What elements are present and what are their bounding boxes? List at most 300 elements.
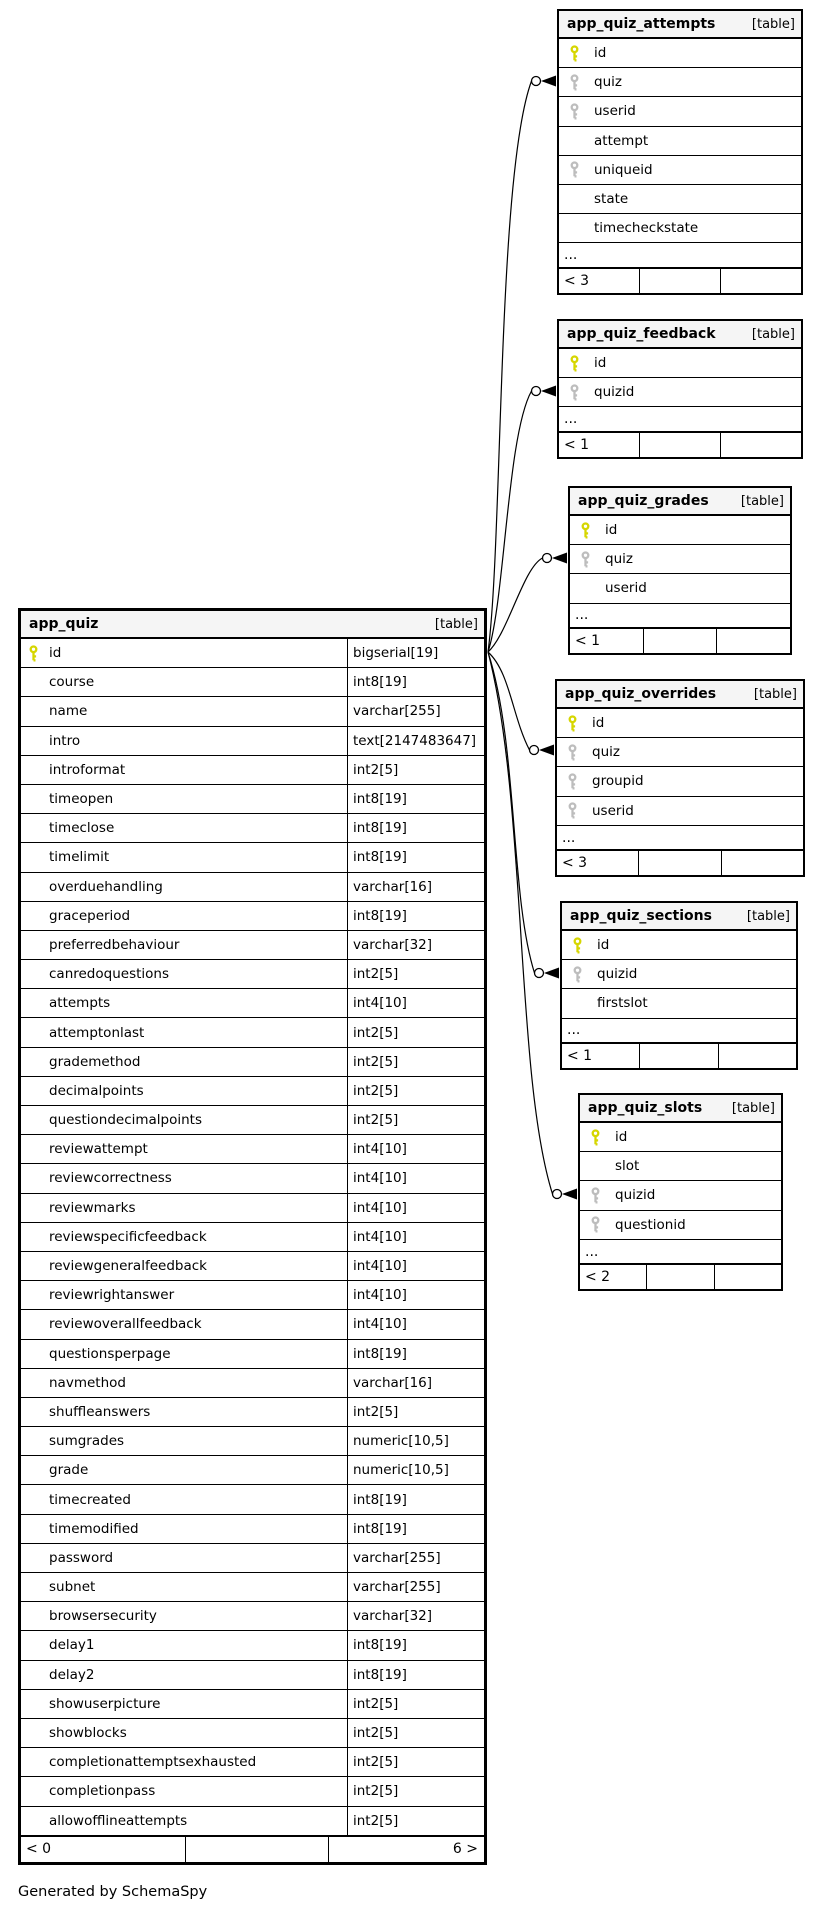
foreign-key-icon	[566, 744, 579, 761]
no-key-spacer	[27, 966, 40, 983]
column-type: int4[10]	[347, 1135, 484, 1163]
column-row-delay2	[21, 1661, 484, 1690]
column-type: int8[19]	[347, 814, 484, 842]
column-row-browsersecurity	[21, 1602, 484, 1631]
column-row-reviewoverallfeedback	[21, 1310, 484, 1339]
column-type: varchar[16]	[347, 873, 484, 901]
column-row-password	[21, 1544, 484, 1573]
table-header[interactable]	[559, 11, 801, 39]
column-type: int8[19]	[347, 668, 484, 696]
footer-cell	[721, 851, 803, 875]
column-type: int2[5]	[347, 756, 484, 784]
no-key-spacer	[579, 580, 592, 597]
column-name: id	[615, 1129, 628, 1146]
no-key-spacer	[27, 995, 40, 1012]
column-name: userid	[605, 580, 647, 597]
column-name: id	[605, 522, 618, 539]
column-name: completionattemptsexhausted	[49, 1754, 257, 1771]
column-name: id	[49, 645, 62, 662]
column-type: int2[5]	[347, 960, 484, 988]
column-row-timeopen	[21, 785, 484, 814]
table-name[interactable]: app_quiz_grades	[578, 493, 709, 509]
no-key-spacer	[27, 1608, 40, 1625]
column-row-decimalpoints	[21, 1077, 484, 1106]
primary-key-icon	[27, 645, 40, 662]
no-key-spacer	[27, 936, 40, 953]
column-name: timeopen	[49, 791, 114, 808]
column-type: varchar[32]	[347, 1602, 484, 1630]
column-row-id	[580, 1123, 781, 1152]
no-key-spacer	[27, 1579, 40, 1596]
column-type: int8[19]	[347, 843, 484, 871]
column-row-completionattemptsexhausted	[21, 1748, 484, 1777]
foreign-key-icon	[568, 74, 581, 91]
column-row-groupid	[557, 767, 803, 796]
column-type: varchar[255]	[347, 1544, 484, 1572]
column-row-slot	[580, 1152, 781, 1181]
column-name: quizid	[615, 1187, 656, 1204]
column-type: text[2147483647]	[347, 727, 484, 755]
column-name: reviewattempt	[49, 1141, 148, 1158]
column-type: int8[19]	[347, 1661, 484, 1689]
no-key-spacer	[27, 1345, 40, 1362]
column-type: int4[10]	[347, 1194, 484, 1222]
column-type: int4[10]	[347, 1310, 484, 1338]
column-name: attempt	[594, 132, 649, 149]
no-key-spacer	[27, 1462, 40, 1479]
no-key-spacer	[589, 1158, 602, 1175]
foreign-key-icon	[589, 1187, 602, 1204]
column-row-subnet	[21, 1573, 484, 1602]
column-row-grademethod	[21, 1048, 484, 1077]
column-type: numeric[10,5]	[347, 1456, 484, 1484]
no-key-spacer	[27, 1812, 40, 1829]
column-type: int2[5]	[347, 1018, 484, 1046]
primary-key-icon	[568, 45, 581, 62]
column-row-graceperiod	[21, 902, 484, 931]
column-name: reviewrightanswer	[49, 1287, 175, 1304]
no-key-spacer	[27, 1141, 40, 1158]
footer-cell	[718, 1044, 796, 1068]
column-row-state	[559, 185, 801, 214]
column-name: reviewcorrectness	[49, 1170, 172, 1187]
column-name: name	[49, 703, 88, 720]
column-name: timecheckstate	[594, 220, 699, 237]
column-row-uniqueid	[559, 156, 801, 185]
entity-app_quiz	[18, 608, 487, 1865]
column-type: int4[10]	[347, 1164, 484, 1192]
column-row-attempt	[559, 127, 801, 156]
no-key-spacer	[27, 1228, 40, 1245]
column-name: slot	[615, 1158, 640, 1175]
no-key-spacer	[568, 220, 581, 237]
column-name: reviewmarks	[49, 1199, 136, 1216]
no-key-spacer	[27, 1403, 40, 1420]
foreign-key-icon	[589, 1216, 602, 1233]
no-key-spacer	[27, 1491, 40, 1508]
column-row-timecreated	[21, 1485, 484, 1514]
column-type: int8[19]	[347, 902, 484, 930]
zero-or-many-circle	[543, 554, 552, 563]
column-row-introformat	[21, 756, 484, 785]
primary-key-icon	[579, 522, 592, 539]
no-key-spacer	[27, 907, 40, 924]
column-type: int8[19]	[347, 785, 484, 813]
column-row-questionsperpage	[21, 1340, 484, 1369]
fk-arrowhead	[562, 1189, 577, 1200]
column-name: firstslot	[597, 995, 648, 1012]
no-key-spacer	[27, 1082, 40, 1099]
no-key-spacer	[27, 1754, 40, 1771]
table-header[interactable]	[21, 611, 484, 639]
column-row-id	[557, 709, 803, 738]
column-type: int2[5]	[347, 1398, 484, 1426]
column-name: timeclose	[49, 820, 115, 837]
column-row-id	[559, 39, 801, 68]
column-row-id	[570, 516, 790, 545]
column-name: id	[597, 937, 610, 954]
column-name: reviewspecificfeedback	[49, 1228, 207, 1245]
table-footer	[21, 1836, 484, 1862]
foreign-key-icon	[568, 103, 581, 120]
column-row-grade	[21, 1456, 484, 1485]
no-key-spacer	[27, 1374, 40, 1391]
table-header[interactable]	[557, 681, 803, 709]
column-name: password	[49, 1549, 114, 1566]
column-row-id	[562, 931, 796, 960]
column-type: int2[5]	[347, 1719, 484, 1747]
footer-children-count: < 3	[562, 855, 588, 872]
footer-cell	[720, 433, 801, 457]
no-key-spacer	[27, 1695, 40, 1712]
column-row-name	[21, 697, 484, 726]
column-name: attemptonlast	[49, 1024, 145, 1041]
column-row-course	[21, 668, 484, 697]
column-name: sumgrades	[49, 1433, 125, 1450]
footer-children-count: < 1	[575, 632, 601, 649]
column-type: int2[5]	[347, 1077, 484, 1105]
table-name[interactable]: app_quiz	[29, 616, 99, 632]
footer-cell	[643, 629, 717, 653]
no-key-spacer	[27, 1666, 40, 1683]
column-row-reviewgeneralfeedback	[21, 1252, 484, 1281]
footer-parents-count: 6 >	[452, 1841, 478, 1858]
column-type: varchar[32]	[347, 931, 484, 959]
column-row-overduehandling	[21, 873, 484, 902]
column-row-reviewcorrectness	[21, 1164, 484, 1193]
column-name: showuserpicture	[49, 1695, 161, 1712]
column-name: reviewgeneralfeedback	[49, 1258, 207, 1275]
no-key-spacer	[27, 1199, 40, 1216]
foreign-key-icon	[568, 161, 581, 178]
fk-arrowhead	[544, 968, 559, 979]
column-name: id	[592, 715, 605, 732]
column-row-attempts	[21, 989, 484, 1018]
column-row-id	[21, 639, 484, 668]
column-name: overduehandling	[49, 878, 163, 895]
table-footer	[562, 1043, 796, 1068]
column-type: varchar[16]	[347, 1369, 484, 1397]
column-row-quiz	[559, 68, 801, 97]
column-name: graceperiod	[49, 907, 131, 924]
column-name: navmethod	[49, 1374, 126, 1391]
column-name: intro	[49, 732, 81, 749]
column-name: completionpass	[49, 1783, 156, 1800]
column-row-timemodified	[21, 1515, 484, 1544]
column-row-userid	[557, 797, 803, 826]
column-name: preferredbehaviour	[49, 936, 180, 953]
column-name: timecreated	[49, 1491, 131, 1508]
column-type: int8[19]	[347, 1515, 484, 1543]
column-type: int8[19]	[347, 1340, 484, 1368]
no-key-spacer	[27, 1053, 40, 1070]
column-row-timeclose	[21, 814, 484, 843]
no-key-spacer	[27, 791, 40, 808]
column-row-userid	[559, 97, 801, 126]
no-key-spacer	[27, 1637, 40, 1654]
edge-line	[488, 391, 532, 652]
table-footer	[559, 432, 801, 457]
table-tag: [table]	[740, 493, 784, 509]
foreign-key-icon	[568, 384, 581, 401]
more-columns-ellipsis: ...	[562, 1019, 796, 1044]
foreign-key-icon	[566, 802, 579, 819]
more-columns-ellipsis: ...	[570, 604, 790, 629]
fk-arrowhead	[541, 386, 556, 397]
column-name: groupid	[592, 773, 644, 790]
column-row-quizid	[562, 960, 796, 989]
zero-or-many-circle	[532, 387, 541, 396]
column-type: int8[19]	[347, 1485, 484, 1513]
no-key-spacer	[27, 1287, 40, 1304]
table-tag: [table]	[746, 908, 790, 924]
no-key-spacer	[27, 761, 40, 778]
more-columns-ellipsis: ...	[557, 826, 803, 851]
footer-cell	[639, 269, 720, 293]
column-name: questiondecimalpoints	[49, 1112, 203, 1129]
footer-cell	[580, 1265, 646, 1289]
no-key-spacer	[27, 1258, 40, 1275]
column-row-shuffleanswers	[21, 1398, 484, 1427]
footer-cell	[716, 629, 790, 653]
footer-cell	[559, 269, 639, 293]
footer-cell	[559, 433, 639, 457]
no-key-spacer	[27, 1316, 40, 1333]
table-footer	[559, 268, 801, 293]
relationship-app_quiz.id-to-app_quiz_feedback.quizid	[488, 386, 556, 653]
footer-children-count: < 3	[564, 272, 590, 289]
column-type: int4[10]	[347, 989, 484, 1017]
column-name: id	[594, 355, 607, 372]
entity-app_quiz_overrides	[555, 679, 805, 877]
column-row-completionpass	[21, 1777, 484, 1806]
table-name[interactable]: app_quiz_attempts	[567, 16, 716, 32]
edge-line	[488, 558, 543, 652]
column-row-showblocks	[21, 1719, 484, 1748]
no-key-spacer	[568, 191, 581, 208]
table-name[interactable]: app_quiz_overrides	[565, 686, 717, 702]
column-name: id	[594, 45, 607, 62]
table-tag: [table]	[434, 616, 478, 632]
no-key-spacer	[27, 1170, 40, 1187]
column-name: showblocks	[49, 1725, 127, 1742]
column-type: int2[5]	[347, 1807, 484, 1835]
column-name: quiz	[605, 551, 633, 568]
table-tag: [table]	[753, 686, 797, 702]
column-name: uniqueid	[594, 161, 653, 178]
column-row-attemptonlast	[21, 1018, 484, 1047]
column-name: quiz	[594, 74, 622, 91]
column-name: quizid	[594, 384, 635, 401]
column-name: timemodified	[49, 1520, 139, 1537]
table-header[interactable]	[562, 903, 796, 931]
no-key-spacer	[27, 732, 40, 749]
footer-cell	[646, 1265, 713, 1289]
no-key-spacer	[27, 1112, 40, 1129]
footer-children-count: < 0	[26, 1841, 52, 1858]
column-name: grade	[49, 1462, 89, 1479]
table-tag: [table]	[751, 16, 795, 32]
column-type: int4[10]	[347, 1281, 484, 1309]
column-type: int4[10]	[347, 1252, 484, 1280]
entity-app_quiz_attempts	[557, 9, 803, 295]
column-type: int2[5]	[347, 1690, 484, 1718]
footer-cell	[570, 629, 643, 653]
column-row-questiondecimalpoints	[21, 1106, 484, 1135]
column-type: int8[19]	[347, 1631, 484, 1659]
entity-app_quiz_slots	[578, 1093, 783, 1291]
column-name: allowofflineattempts	[49, 1812, 188, 1829]
footer-cell	[714, 1265, 781, 1289]
zero-or-many-circle	[535, 969, 544, 978]
footer-cell	[562, 1044, 639, 1068]
table-tag: [table]	[751, 326, 795, 342]
column-name: userid	[592, 802, 634, 819]
edge-line	[488, 81, 532, 652]
footer-cell	[639, 1044, 717, 1068]
column-row-reviewattempt	[21, 1135, 484, 1164]
table-footer	[580, 1264, 781, 1289]
column-row-preferredbehaviour	[21, 931, 484, 960]
edge-line	[488, 652, 530, 750]
foreign-key-icon	[579, 551, 592, 568]
no-key-spacer	[27, 1433, 40, 1450]
column-row-quiz	[557, 738, 803, 767]
no-key-spacer	[27, 820, 40, 837]
column-row-quiz	[570, 545, 790, 574]
column-type: int2[5]	[347, 1048, 484, 1076]
column-type: varchar[255]	[347, 697, 484, 725]
column-row-firstslot	[562, 989, 796, 1018]
no-key-spacer	[27, 878, 40, 895]
footer-cell	[720, 269, 801, 293]
table-footer	[557, 850, 803, 875]
column-name: timelimit	[49, 849, 110, 866]
footer-children-count: < 1	[564, 436, 590, 453]
footer-cell	[21, 1837, 185, 1862]
no-key-spacer	[27, 849, 40, 866]
column-row-showuserpicture	[21, 1690, 484, 1719]
column-row-timecheckstate	[559, 214, 801, 243]
zero-or-many-circle	[530, 746, 539, 755]
column-name: delay2	[49, 1666, 95, 1683]
table-header[interactable]	[559, 321, 801, 349]
no-key-spacer	[27, 703, 40, 720]
no-key-spacer	[27, 1783, 40, 1800]
column-name: quizid	[597, 966, 638, 983]
zero-or-many-circle	[532, 77, 541, 86]
column-name: attempts	[49, 995, 111, 1012]
column-name: userid	[594, 103, 636, 120]
column-row-quizid	[559, 378, 801, 407]
no-key-spacer	[27, 674, 40, 691]
table-name[interactable]: app_quiz_feedback	[567, 326, 716, 342]
column-row-quizid	[580, 1181, 781, 1210]
primary-key-icon	[568, 355, 581, 372]
generated-by-note: Generated by SchemaSpy	[18, 1884, 208, 1900]
column-type: int2[5]	[347, 1748, 484, 1776]
column-name: browsersecurity	[49, 1608, 157, 1625]
column-name: shuffleanswers	[49, 1403, 151, 1420]
column-row-reviewspecificfeedback	[21, 1223, 484, 1252]
primary-key-icon	[566, 715, 579, 732]
footer-cell	[638, 851, 720, 875]
entity-app_quiz_grades	[568, 486, 792, 655]
fk-arrowhead	[539, 745, 554, 756]
table-name[interactable]: app_quiz_sections	[570, 908, 712, 924]
column-type: int4[10]	[347, 1223, 484, 1251]
more-columns-ellipsis: ...	[559, 407, 801, 432]
column-name: questionid	[615, 1216, 686, 1233]
column-type: int2[5]	[347, 1106, 484, 1134]
column-name: reviewoverallfeedback	[49, 1316, 202, 1333]
column-row-userid	[570, 574, 790, 603]
foreign-key-icon	[571, 966, 584, 983]
footer-cell	[185, 1837, 328, 1862]
no-key-spacer	[571, 995, 584, 1012]
column-name: delay1	[49, 1637, 95, 1654]
column-name: grademethod	[49, 1053, 141, 1070]
column-name: subnet	[49, 1579, 96, 1596]
footer-children-count: < 1	[567, 1047, 593, 1064]
column-row-sumgrades	[21, 1427, 484, 1456]
more-columns-ellipsis: ...	[580, 1240, 781, 1265]
column-row-allowofflineattempts	[21, 1807, 484, 1836]
column-type: bigserial[19]	[347, 639, 484, 667]
column-type: int2[5]	[347, 1777, 484, 1805]
column-name: course	[49, 674, 95, 691]
column-name: decimalpoints	[49, 1082, 144, 1099]
table-tag: [table]	[731, 1100, 775, 1116]
column-row-navmethod	[21, 1369, 484, 1398]
fk-arrowhead	[541, 76, 556, 87]
no-key-spacer	[27, 1549, 40, 1566]
column-name: introformat	[49, 761, 126, 778]
table-name[interactable]: app_quiz_slots	[588, 1100, 703, 1116]
column-row-questionid	[580, 1211, 781, 1240]
table-header[interactable]	[570, 488, 790, 516]
footer-cell	[328, 1837, 484, 1862]
entity-app_quiz_feedback	[557, 319, 803, 459]
relationship-app_quiz.id-to-app_quiz_attempts.quiz	[488, 76, 556, 653]
footer-children-count: < 2	[585, 1269, 611, 1286]
no-key-spacer	[27, 1520, 40, 1537]
table-header[interactable]	[580, 1095, 781, 1123]
relationship-app_quiz.id-to-app_quiz_overrides.quiz	[488, 652, 554, 756]
no-key-spacer	[27, 1725, 40, 1742]
relationship-app_quiz.id-to-app_quiz_sections.quizid	[488, 652, 559, 979]
table-footer	[570, 628, 790, 653]
